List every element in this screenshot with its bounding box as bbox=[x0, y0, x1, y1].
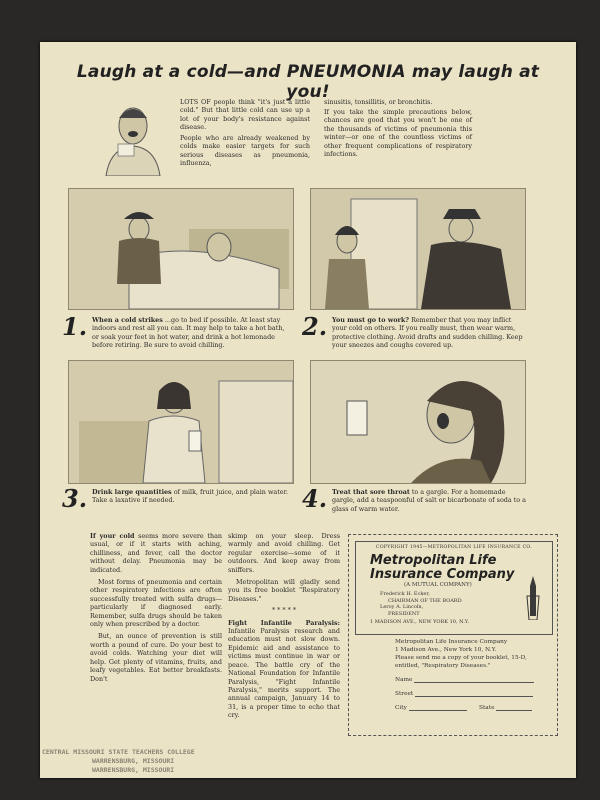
col1-lead: If your cold bbox=[90, 532, 135, 540]
stamp-line-2: WARRENSBURG, MISSOURI bbox=[92, 757, 175, 765]
stars-divider: * * * * * bbox=[271, 606, 297, 615]
company-name-line-2: Insurance Company bbox=[370, 567, 515, 582]
col1-p1-body: seems more severe than usual, or if it starts with aching, chilliness, and fever, call the doctor without delay. Pneumonia may be indicated. bbox=[90, 532, 222, 574]
street-field[interactable] bbox=[395, 691, 533, 697]
col1-paragraph-2: Most forms of pneumonia and certain other respiratory infections are often successfully treated with sulfa drugs—particularly if diagnosed early. Remember, sulfa drugs should be taken only when prescribed by a doctor. bbox=[90, 578, 222, 629]
step-1-number: 1. bbox=[62, 312, 88, 341]
col2-paragraph-1: skimp on your sleep. Dress warmly and avoid chilling. Get regular exercise—some of it outdoors. And keep away from sniffers. bbox=[228, 532, 340, 574]
step-3-number: 3. bbox=[62, 484, 88, 513]
step-2-number: 2. bbox=[302, 312, 328, 341]
state-field[interactable] bbox=[479, 705, 532, 711]
city-field[interactable] bbox=[395, 705, 467, 711]
form-address-1: Metropolitan Life Insurance Company bbox=[395, 639, 508, 645]
company-name-line-1: Metropolitan Life bbox=[370, 553, 497, 568]
step-4-lead: Treat that sore throat bbox=[332, 488, 410, 496]
president-name: Leroy A. Lincoln, bbox=[380, 604, 424, 610]
body-column-2 bbox=[228, 532, 340, 720]
step-4-body: to a gargle. For a homemade gargle, add a teaspoonful of salt or bicarbonate of soda to a glass of warm water. bbox=[332, 488, 526, 513]
intro-paragraph-3: sinusitis, tonsillitis, or bronchitis. bbox=[324, 98, 433, 106]
step-4-text bbox=[332, 488, 528, 513]
coupon bbox=[348, 534, 558, 736]
state-label: State bbox=[479, 705, 495, 711]
col2-lead: Fight Infantile Paralysis: bbox=[228, 618, 340, 627]
metropolitan-logo-box bbox=[355, 541, 553, 635]
step-2-body: Remember that you may inflict your cold on others. If you really must, then wear warm, protective clothing. Avoid drafts and sudden chilling. Keep your sneezes and coughs covered up. bbox=[332, 316, 523, 350]
intro-paragraph-2: People who are already weakened by colds make easier targets for such serious diseases as pneumonia, influenza, bbox=[180, 134, 310, 168]
col2-paragraph-3 bbox=[228, 619, 340, 720]
form-address-2: 1 Madison Ave., New York 10, N.Y. bbox=[395, 647, 497, 653]
step-3-body: of milk, fruit juice, and plain water. Take a laxative if needed. bbox=[92, 488, 288, 505]
illustration-drinking-milk bbox=[68, 360, 294, 484]
col1-paragraph-3: But, an ounce of prevention is still worth a pound of cure. Do your best to avoid colds. Watching your diet will help. Get plenty of vitamins, fruits, and leafy vegetables. Eat better breakfasts. Don't bbox=[90, 632, 222, 683]
library-stamp bbox=[42, 748, 292, 775]
illustration-gargling bbox=[310, 360, 526, 484]
sneezing-man-illustration bbox=[98, 96, 168, 176]
col1-paragraph-1 bbox=[90, 532, 222, 574]
headline: Laugh at a cold—and PNEUMONIA may laugh at you! bbox=[76, 62, 540, 102]
name-label: Name bbox=[395, 677, 413, 683]
chairman-title: CHAIRMAN OF THE BOARD bbox=[388, 597, 462, 604]
stamp-line-1: CENTRAL MISSOURI STATE TEACHERS COLLEGE bbox=[42, 748, 195, 756]
step-2-text bbox=[332, 316, 528, 350]
step-1-lead: When a cold strikes bbox=[92, 316, 163, 324]
city-label: City bbox=[395, 705, 407, 711]
step-3-text bbox=[92, 488, 292, 505]
step-2-lead: You must go to work? bbox=[332, 316, 410, 324]
president-title: PRESIDENT bbox=[388, 610, 420, 617]
body-column-1 bbox=[90, 532, 222, 683]
intro-paragraph-1: LOTS OF people think "it's just a little cold." But that little cold can use up a lot of your body's resistance against disease. bbox=[180, 98, 310, 132]
name-field[interactable] bbox=[395, 677, 534, 683]
illustration-going-to-work bbox=[310, 188, 526, 310]
form-request: Please send me a copy of your booklet, 15-D, entitled, "Respiratory Diseases." bbox=[395, 655, 527, 669]
street-label: Street bbox=[395, 691, 414, 697]
advertisement-page bbox=[40, 42, 576, 778]
step-1-body: ...go to bed if possible. At least stay indoors and rest all you can. It may help to take a hot bath, or soak your feet in hot water, and drink a hot lemonade before retiring. Be sure to avoid chilling. bbox=[92, 316, 285, 350]
stamp-line-3: WARRENSBURG, MISSOURI bbox=[92, 766, 175, 774]
col2-p3-body: Infantile Paralysis research and education must not slow down. Epidemic aid and assistance to victims must continue in war or peace. The battle cry of the National Foundation for Infantile Paralysis, "Fight Infantile Paralysis," merits support. The annual campaign, January 14 to 31, is a proper time to echo that cry. bbox=[228, 627, 340, 720]
col2-paragraph-2: Metropolitan will gladly send you its free booklet "Respiratory Diseases." bbox=[228, 578, 340, 603]
mutual-label: (A MUTUAL COMPANY) bbox=[404, 582, 472, 588]
intro-paragraph-4: If you take the simple precautions below, chances are good that you won't be one of the thousands of victims of pneumonia this winter—or one of the countless victims of other frequent complications of respiratory infections. bbox=[324, 108, 472, 159]
chairman-name: Frederick H. Ecker, bbox=[380, 591, 430, 597]
copyright-line: COPYRIGHT 1945—METROPOLITAN LIFE INSURANCE CO. bbox=[376, 545, 532, 550]
illustration-sick-in-bed bbox=[68, 188, 294, 310]
step-1-text bbox=[92, 316, 292, 350]
step-4-number: 4. bbox=[302, 484, 328, 513]
tower-logo-icon bbox=[524, 576, 542, 620]
step-3-lead: Drink large quantities bbox=[92, 488, 172, 496]
company-address: 1 MADISON AVE., NEW YORK 10, N.Y. bbox=[370, 619, 470, 625]
